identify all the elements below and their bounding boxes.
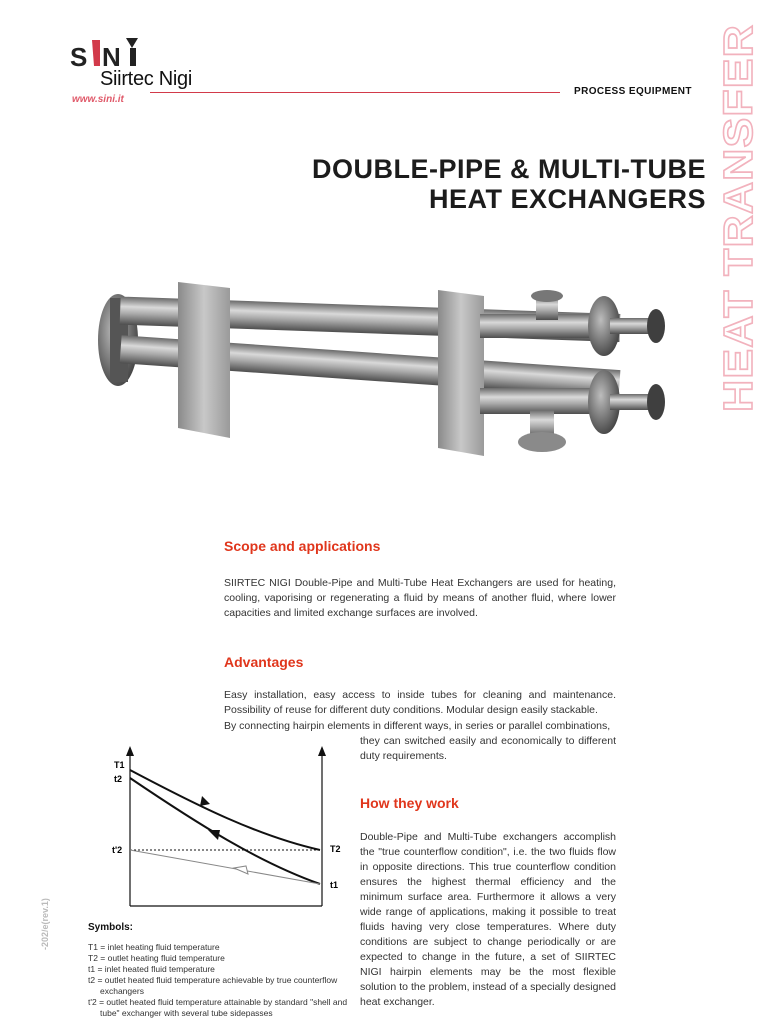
page-title [312, 154, 706, 214]
symbol-item: t'2 = outlet heated fluid temperature attainable by standard "shell and [88, 997, 348, 1007]
advantages-text-2: By connecting hairpin elements in different ways, in series or parallel combinations, [224, 720, 611, 732]
advantages-text-3: they can switched easily and economically to different duty requirements. [360, 735, 616, 762]
symbol-item: T2 = outlet heating fluid temperature [88, 953, 225, 963]
how-text: Double-Pipe and Multi-Tube exchangers accomplish the "true counterflow condition", i.e. the two fluids flow in opposite directions. This true counterflow condition ensures the highest thermal efficiency and the minimum surface area. Furthermore it allows a very wide range of applications, making it possible to treat fluids having very close temperatures. Where duty conditions are subject to change periodically or are expected to change in the future, a set of SIIRTEC NIGI hairpin elements may be the most flexible solution to the problem, instead of a specially designed heat exchanger. [360, 831, 616, 1008]
symbol-item: exchangers [100, 986, 144, 996]
scope-text: SIIRTEC NIGI Double-Pipe and Multi-Tube Heat Exchangers are used for heating, cooling, vaporising or regenerating a fluid by means of another fluid, where lower capacities and limited exchange surfaces are involved. [224, 577, 616, 619]
svg-text:T1: T1 [114, 760, 125, 770]
page-title-line-2: HEAT EXCHANGERS [428, 184, 706, 214]
symbols-list [88, 942, 348, 1019]
section-label: PROCESS EQUIPMENT [574, 86, 692, 97]
advantages-heading: Advantages [224, 654, 304, 670]
symbols-heading: Symbols: [88, 922, 134, 933]
advantages-text-1: Easy installation, easy access to inside tubes for cleaning and maintenance. Possibility of reuse for different duty conditions. Modular design easily stackable. [224, 689, 616, 716]
heat-exchanger-illustration [90, 270, 690, 480]
symbol-item: t2 = outlet heated fluid temperature achievable by true counterflow [88, 975, 338, 985]
svg-text:N: N [102, 42, 121, 72]
scope-heading: Scope and applications [224, 538, 381, 554]
vertical-title [712, 20, 762, 415]
brand-name: Siirtec Nigi [100, 68, 192, 90]
svg-text:t2: t2 [114, 774, 123, 784]
siirtec-nigi-logo-mark [70, 36, 142, 72]
website-link[interactable]: www.sini.it [72, 94, 124, 105]
document-code: -202/e(rev.1) [40, 898, 50, 950]
how-heading: How they work [360, 795, 459, 811]
page-title-line-1: DOUBLE-PIPE & MULTI-TUBE [312, 154, 706, 184]
symbol-item: t1 = inlet heated fluid temperature [88, 964, 215, 974]
svg-text:S: S [70, 42, 88, 72]
symbol-item: T1 = inlet heating fluid temperature [88, 942, 220, 952]
svg-text:t1: t1 [330, 880, 339, 890]
symbol-item: tube" exchanger with several tube sidepasses [100, 1008, 273, 1018]
header-rule [150, 92, 560, 93]
counterflow-temperature-diagram [108, 744, 344, 910]
svg-text:T2: T2 [330, 844, 341, 854]
svg-text:HEAT TRANSFER: HEAT TRANSFER [715, 55, 761, 412]
svg-text:t'2: t'2 [112, 845, 123, 855]
